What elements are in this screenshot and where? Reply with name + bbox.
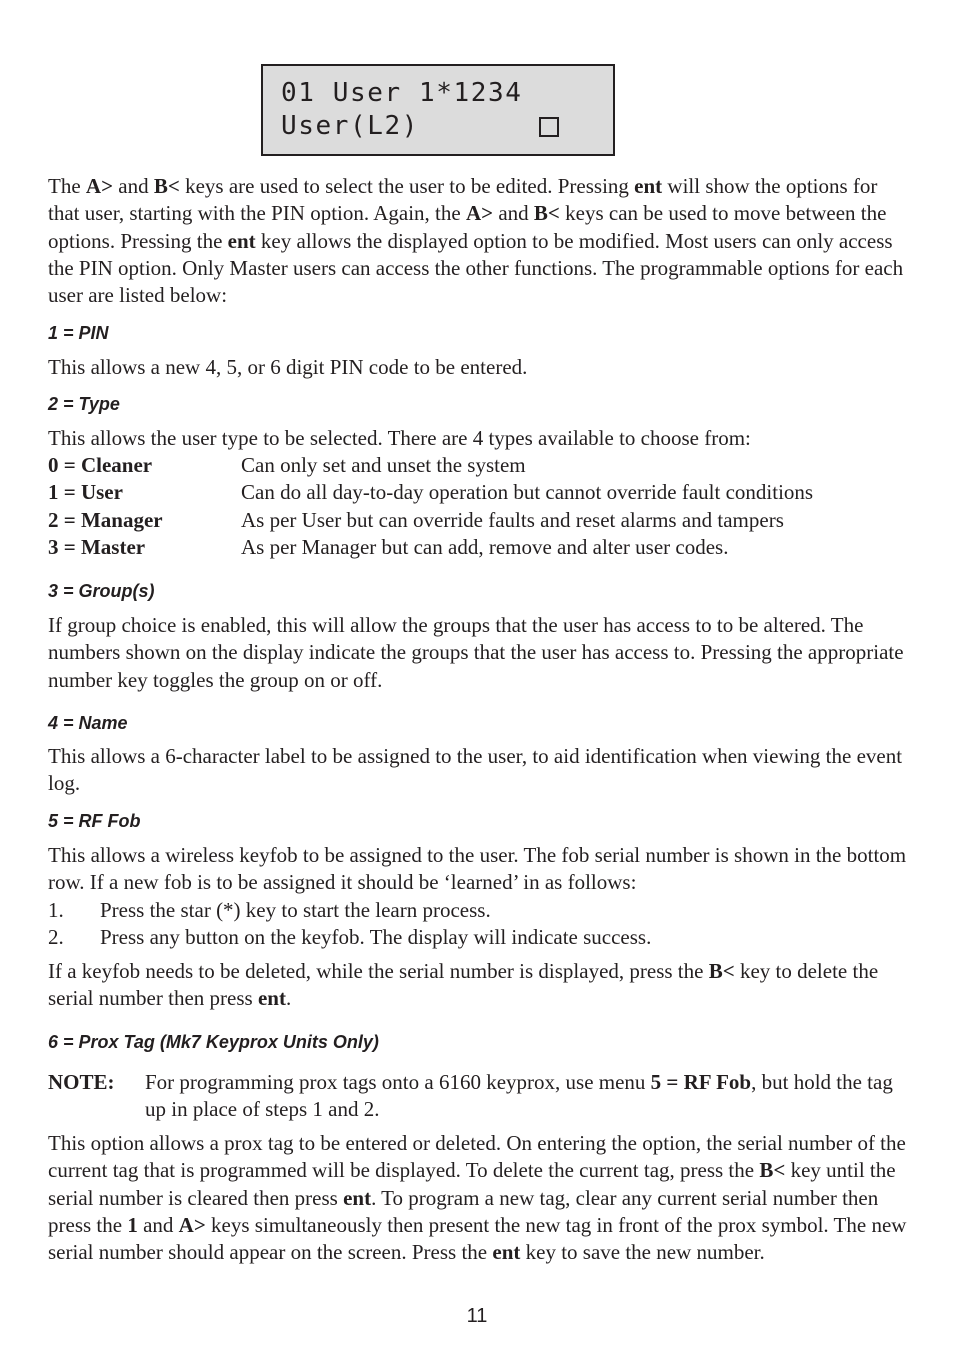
heading-type: 2 = Type xyxy=(48,394,120,414)
type-paragraph: This allows the user type to be selected. There are 4 types available to choose from: xyxy=(48,426,751,450)
bold-key-text: ent xyxy=(227,228,256,253)
user-type-row xyxy=(48,452,914,479)
bold-key-text: A> xyxy=(85,174,114,198)
lcd-line-1: 01 User 1*1234 xyxy=(281,78,523,108)
bold-key-text: ent xyxy=(257,986,286,1011)
bold-key-text: ent xyxy=(343,1185,372,1210)
bold-key-text: A> xyxy=(178,1212,206,1237)
user-type-row xyxy=(48,507,914,534)
rf-fob-delete-paragraph: If a keyfob needs to be deleted, while the serial number is displayed, press the B< key to delete the serial number then press ent. xyxy=(48,959,879,1011)
heading-name: 4 = Name xyxy=(48,713,128,733)
user-type-desc: Can do all day-to-day operation but cannot override fault conditions xyxy=(241,480,814,504)
heading-pin: 1 = PIN xyxy=(48,323,109,343)
page-number: 11 xyxy=(466,1305,488,1327)
groups-paragraph: If group choice is enabled, this will allow the groups that the user has access to to be altered. The numbers shown on the display indicate the groups that the user has access to. Pressing the appropriate number key toggles the group on or off. xyxy=(48,613,904,692)
note-label: NOTE: xyxy=(48,1070,115,1094)
user-type-key: 0 = Cleaner xyxy=(48,453,153,477)
bold-key-text: 1 xyxy=(127,1212,138,1237)
bold-key-text: 5 = RF Fob xyxy=(650,1070,752,1094)
user-type-key: 3 = Master xyxy=(48,535,146,559)
step-text: Press the star (*) key to start the learn process. xyxy=(100,898,491,922)
intro-paragraph: The A> and B< keys are used to select the user to be edited. Pressing ent will show the options for that user, starting with the PIN option. Again, the A> and B< keys can be used to move between the options. Pressing the ent key allows the displayed option to be modified. Most users can only access the PIN option. Only Master users can access the other functions. The programmable options for each user are listed below: xyxy=(48,174,904,308)
user-type-desc: As per Manager but can add, remove and alter user codes. xyxy=(241,535,729,559)
step-number: 2. xyxy=(48,925,64,949)
bold-key-text: B< xyxy=(759,1158,786,1183)
rf-fob-paragraph: This allows a wireless keyfob to be assigned to the user. The fob serial number is shown in the bottom row. If a new fob is to be assigned it should be ‘learned’ in as follows: xyxy=(48,843,907,895)
user-type-desc: As per User but can override faults and reset alarms and tampers xyxy=(241,508,784,532)
bold-key-text: ent xyxy=(492,1240,521,1265)
note-text: For programming prox tags onto a 6160 keyprox, use menu 5 = RF Fob, but hold the tag up in place of steps 1 and 2. xyxy=(145,1070,893,1122)
bold-key-text: B< xyxy=(533,201,560,226)
step-text: Press any button on the keyfob. The display will indicate success. xyxy=(100,925,652,949)
bold-key-text: A> xyxy=(465,201,494,226)
user-type-key: 2 = Manager xyxy=(48,508,163,532)
list-item xyxy=(48,897,914,924)
bold-key-text: B< xyxy=(708,959,735,983)
lcd-line-2: User(L2) xyxy=(281,111,420,141)
bold-key-text: ent xyxy=(634,174,663,198)
user-type-key: 1 = User xyxy=(48,480,123,504)
list-item xyxy=(48,924,914,951)
lcd-display xyxy=(261,64,615,156)
step-number: 1. xyxy=(48,898,64,922)
user-type-row xyxy=(48,534,914,561)
heading-groups: 3 = Group(s) xyxy=(48,581,155,601)
heading-prox-tag: 6 = Prox Tag (Mk7 Keyprox Units Only) xyxy=(48,1032,379,1052)
prox-note xyxy=(48,1069,914,1125)
prox-paragraph: This option allows a prox tag to be entered or deleted. On entering the option, the serial number of the current tag that is programmed will be displayed. To delete the current tag, press the B< key until the serial number is cleared then press ent. To program a new tag, clear any current serial number then press the 1 and A> keys simultaneously then present the new tag in front of the prox symbol. The new serial number should appear on the screen. Press the ent key to save the new number. xyxy=(48,1131,907,1265)
heading-rf-fob: 5 = RF Fob xyxy=(48,811,141,831)
pin-paragraph: This allows a new 4, 5, or 6 digit PIN code to be entered. xyxy=(48,355,528,379)
bold-key-text: B< xyxy=(153,174,180,198)
name-paragraph: This allows a 6-character label to be assigned to the user, to aid identification when viewing the event log. xyxy=(48,744,903,796)
user-type-desc: Can only set and unset the system xyxy=(241,453,526,477)
lcd-cursor-box-icon xyxy=(539,117,559,137)
user-type-row xyxy=(48,479,914,506)
